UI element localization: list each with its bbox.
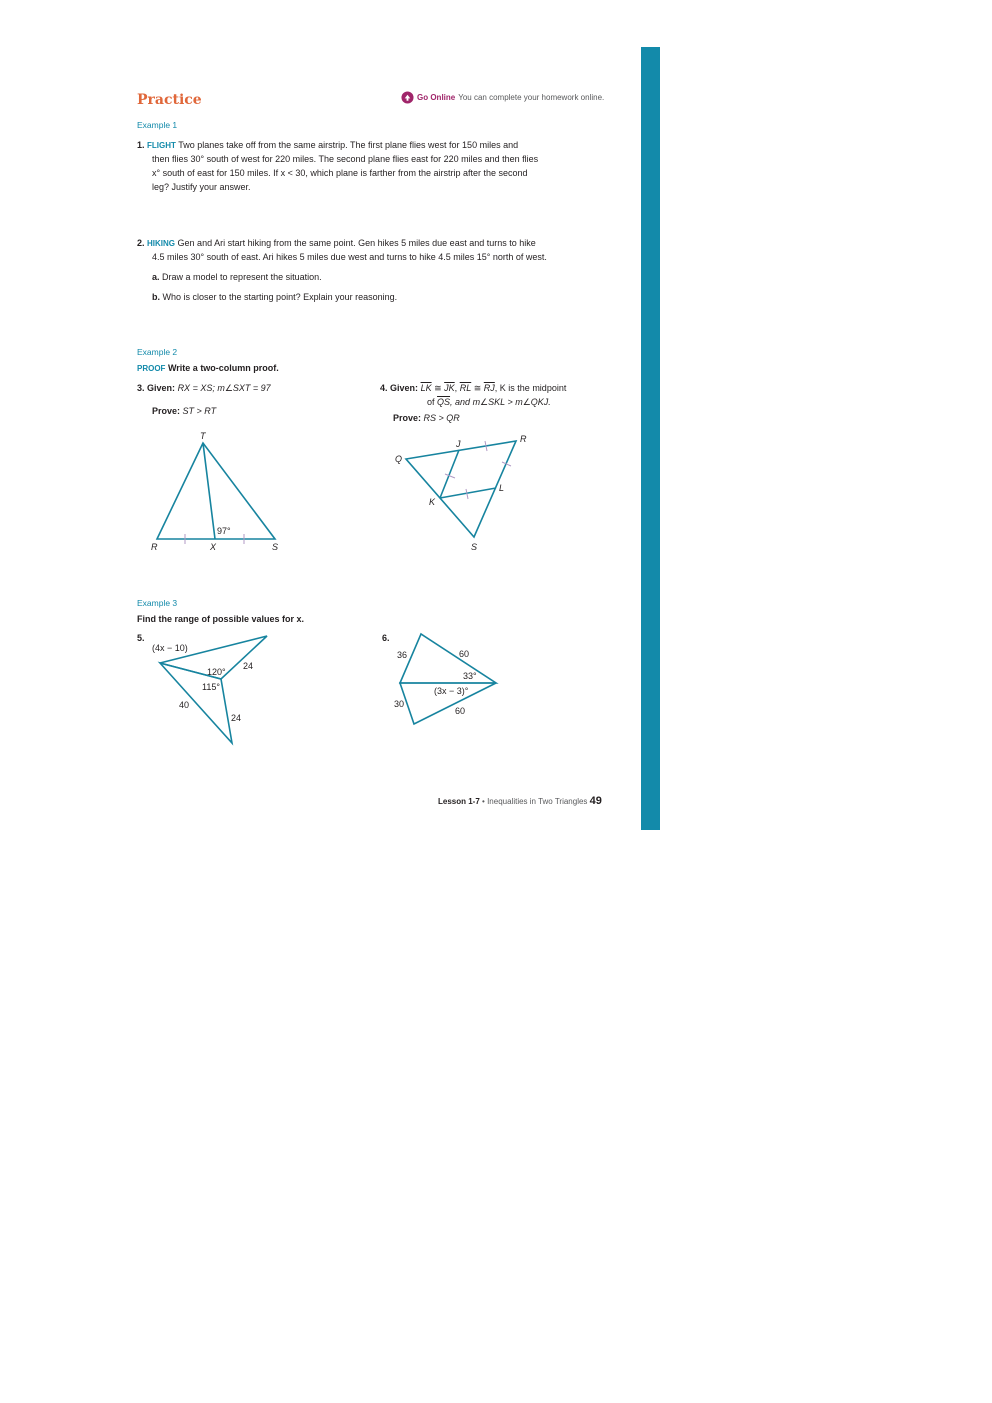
- q3-given-text: RX = XS; m∠SXT = 97: [177, 383, 271, 393]
- segment-rj: $\overline{RJ}$: [483, 383, 495, 393]
- segment-jk: $\overline{JK}$: [444, 383, 455, 393]
- q6-number: 6.: [382, 633, 390, 643]
- q2-b-text: Who is closer to the starting point? Explain your reasoning.: [162, 292, 398, 302]
- example-1-label: Example 1: [137, 120, 178, 130]
- angle-97: 97°: [217, 526, 231, 536]
- q6-side-60b: 60: [455, 706, 466, 716]
- footer-bullet: •: [482, 797, 485, 806]
- comma: ,: [454, 383, 458, 393]
- q5-side-left: 40: [179, 700, 190, 710]
- footer-lesson: Lesson 1-7: [438, 797, 480, 806]
- q5-angle-115: 115°: [202, 682, 220, 692]
- page-footer: [438, 795, 602, 807]
- q4-number: 4.: [380, 383, 388, 393]
- q1-text-4: leg? Justify your answer.: [152, 182, 251, 192]
- label-t: T: [200, 431, 206, 441]
- page-number: 49: [589, 795, 602, 807]
- label-l: L: [499, 483, 505, 493]
- q5-number: 5.: [137, 633, 145, 643]
- q1-keyword: FLIGHT: [147, 141, 176, 150]
- q5-side-bottom: 24: [231, 713, 242, 723]
- label-s4: S: [471, 542, 478, 552]
- q1-text-3: x° south of east for 150 miles. If x < 30, which plane is farther from the airstrip after the second: [152, 168, 528, 178]
- congruent-symbol: ≅: [434, 383, 442, 393]
- q5-angle-120: 120°: [207, 667, 226, 677]
- q5-expr: (4x − 10): [152, 643, 188, 653]
- congruent-symbol: ≅: [473, 383, 482, 393]
- q6-angle-33: 33°: [463, 671, 477, 681]
- q2-b-label: b.: [152, 292, 160, 302]
- q2-keyword: HIKING: [147, 239, 176, 248]
- q2-text-2: 4.5 miles 30° south of east. Ari hikes 5 miles due west and turns to hike 4.5 miles 15° north of west.: [152, 252, 547, 262]
- label-j: J: [456, 439, 461, 449]
- label-r4: R: [520, 434, 527, 444]
- example-2-label: Example 2: [137, 347, 178, 357]
- q6-side-30: 30: [394, 699, 405, 709]
- q2-a-label: a.: [152, 272, 160, 282]
- q1-text-1: Two planes take off from the same airstrip. The first plane flies west for 150 miles and: [178, 140, 519, 150]
- example-3-label: Example 3: [137, 598, 178, 608]
- q4-angle-text: , and m∠SKL > m∠QKJ.: [450, 397, 551, 407]
- segment-qs: $\overline{QS}$: [437, 397, 451, 407]
- q5-side-top: 24: [243, 661, 254, 671]
- label-x: X: [210, 542, 217, 552]
- label-k: K: [429, 497, 436, 507]
- footer-topic: Inequalities in Two Triangles: [487, 797, 588, 806]
- q6-side-36: 36: [397, 650, 408, 660]
- proof-keyword: PROOF: [137, 364, 166, 373]
- page-title: Practice: [137, 92, 202, 108]
- example-3-instruction: Find the range of possible values for x.: [137, 614, 305, 624]
- q1-text-2: then flies 30° south of west for 220 miles. The second plane flies east for 220 miles and then flies: [152, 154, 539, 164]
- q3-given-label: Given:: [147, 383, 176, 393]
- q2-a-text: Draw a model to represent the situation.: [162, 272, 322, 282]
- q6-expr: (3x − 3)°: [434, 686, 469, 696]
- label-q: Q: [395, 454, 403, 464]
- q2-text-1: Gen and Ari start hiking from the same point. Gen hikes 5 miles due east and turns to hike: [177, 238, 536, 248]
- q2-number: 2.: [137, 238, 145, 248]
- segment-lk: $\overline{LK}$: [420, 383, 432, 393]
- go-online-text: You can complete your homework online.: [458, 93, 605, 102]
- q4-prove-text: RS > QR: [423, 413, 460, 423]
- q6-upper-triangle: [400, 634, 496, 683]
- q3-prove-label: Prove:: [152, 406, 181, 416]
- q4-midpoint-text: , K is the midpoint: [494, 383, 567, 393]
- q4-given-label: Given:: [390, 383, 419, 393]
- label-s: S: [272, 542, 279, 552]
- segment-rl: $\overline{RL}$: [459, 383, 472, 393]
- label-r: R: [151, 542, 158, 552]
- q3-number: 3.: [137, 383, 145, 393]
- q4-of: of: [427, 397, 435, 407]
- q6-side-60a: 60: [459, 649, 470, 659]
- go-online-label[interactable]: Go Online: [417, 93, 456, 102]
- q4-prove-label: Prove:: [393, 413, 422, 423]
- q3-prove-text: ST > RT: [182, 406, 217, 416]
- q1-number: 1.: [137, 140, 145, 150]
- example-2-instruction: Write a two-column proof.: [167, 363, 279, 373]
